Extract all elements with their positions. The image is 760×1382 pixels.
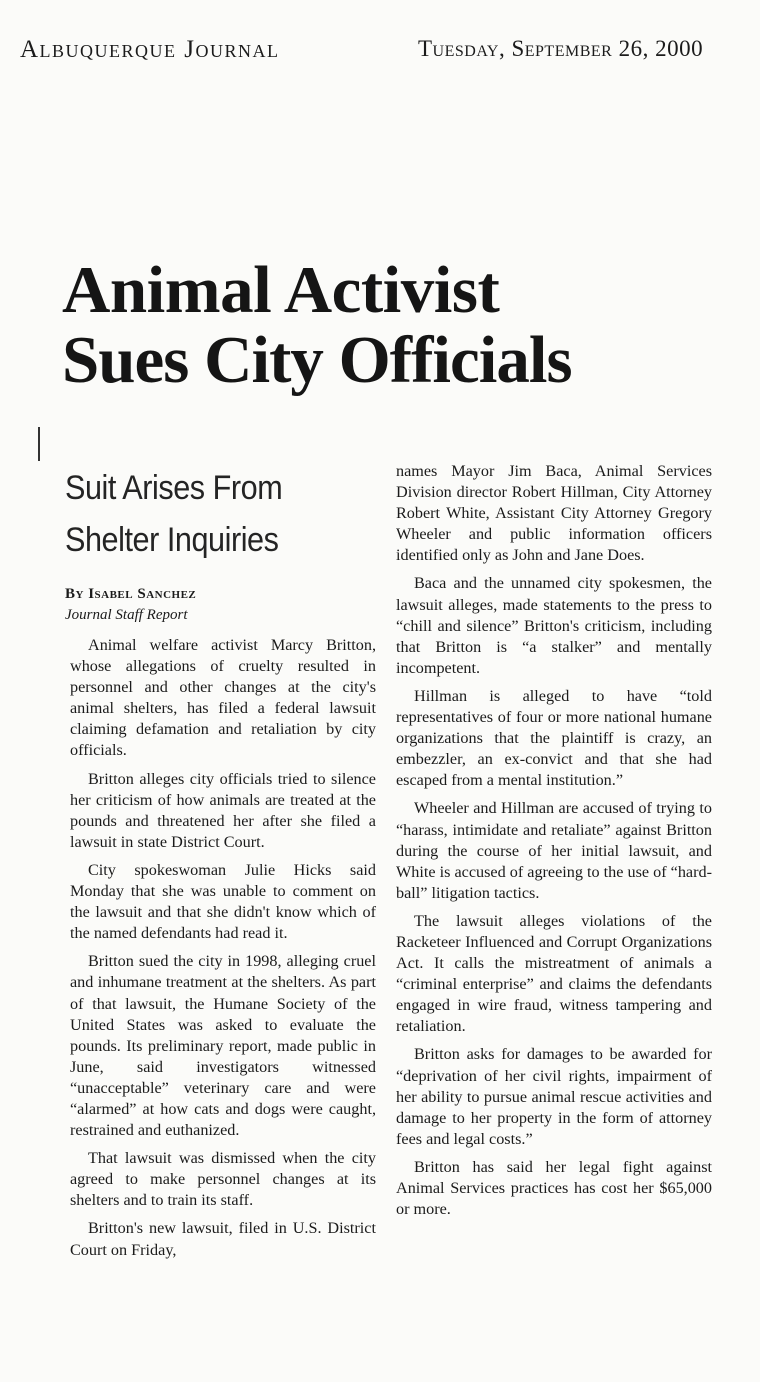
publication-date: Tuesday, September 26, 2000 (418, 36, 704, 61)
paragraph: Britton asks for damages to be awarded for “deprivation of her civil rights, impairment of her ability to pursue animal rescue activities and damage to her property in the form of attorney fees and legal costs.” (396, 1045, 712, 1148)
headline-line-2: Sues City Officials (62, 323, 572, 397)
byline-credit: Journal Staff Report (65, 607, 188, 623)
paragraph: City spokeswoman Julie Hicks said Monday that she was unable to comment on the lawsuit and that she didn't know which of the named defendants had read it. (70, 860, 376, 943)
masthead (20, 36, 732, 72)
paragraph: Animal welfare activist Marcy Britton, whose allegations of cruelty resulted in personnel and other changes at the city's animal shelters, has filed a federal lawsuit claiming defamation and retaliation by city officials. (70, 636, 376, 760)
margin-mark (38, 427, 40, 461)
headline (62, 255, 732, 395)
subheadline-line-2: Shelter Inquiries (65, 521, 279, 559)
article-column-2 (396, 461, 712, 1227)
paragraph: Britton alleges city officials tried to silence her criticism of how animals are treated at the pounds and threatened her after she filed a lawsuit in state District Court. (70, 769, 376, 851)
paragraph: That lawsuit was dismissed when the city agreed to make personnel changes at its shelters and to train its staff. (70, 1149, 376, 1210)
paragraph: Wheeler and Hillman are accused of trying to “harass, intimidate and retaliate” against Britton during the course of her initial lawsuit, and White is accused of agreeing to the use of “hard-ball” litigation tactics. (396, 799, 712, 902)
publication-name: Albuquerque Journal (20, 36, 280, 63)
paragraph: Britton has said her legal fight against Animal Services practices has cost her $65,000 or more. (396, 1157, 712, 1219)
paragraph: Britton sued the city in 1998, alleging cruel and inhumane treatment at the shelters. As part of that lawsuit, the Humane Society of the United States was asked to evaluate the pounds. Its preliminary report, made public in June, said investigators witnessed “unacceptable” veterinary care and were “alarmed” at how cats and dogs were caught, restrained and euthanized. (70, 952, 376, 1140)
article-column-1 (70, 635, 376, 1268)
paragraph: Britton's new lawsuit, filed in U.S. District Court on Friday, (70, 1219, 376, 1259)
subheadline-line-1: Suit Arises From (65, 469, 283, 507)
paragraph: Baca and the unnamed city spokesmen, the lawsuit alleges, made statements to the press to “chill and silence” Britton's criticism, including that Britton is “a stalker” and mentally incompetent. (396, 574, 712, 677)
paragraph: names Mayor Jim Baca, Animal Services Division director Robert Hillman, City Attorney Robert White, Assistant City Attorney Gregory Wheeler and public information officers identified only as John and Jane Does. (396, 462, 712, 565)
paragraph: The lawsuit alleges violations of the Racketeer Influenced and Corrupt Organizations Act. It calls the mistreatment of animals a “criminal enterprise” and claims the defendants engaged in wire fraud, witness tampering and retaliation. (396, 911, 712, 1036)
headline-line-1: Animal Activist (62, 253, 500, 327)
paragraph: Hillman is alleged to have “told representatives of four or more national humane organizations that the plaintiff is crazy, an embezzler, an ex-convict and that she had escaped from a mental institution.” (396, 686, 712, 790)
subheadline (65, 462, 353, 566)
byline: By Isabel Sanchez (65, 586, 197, 602)
